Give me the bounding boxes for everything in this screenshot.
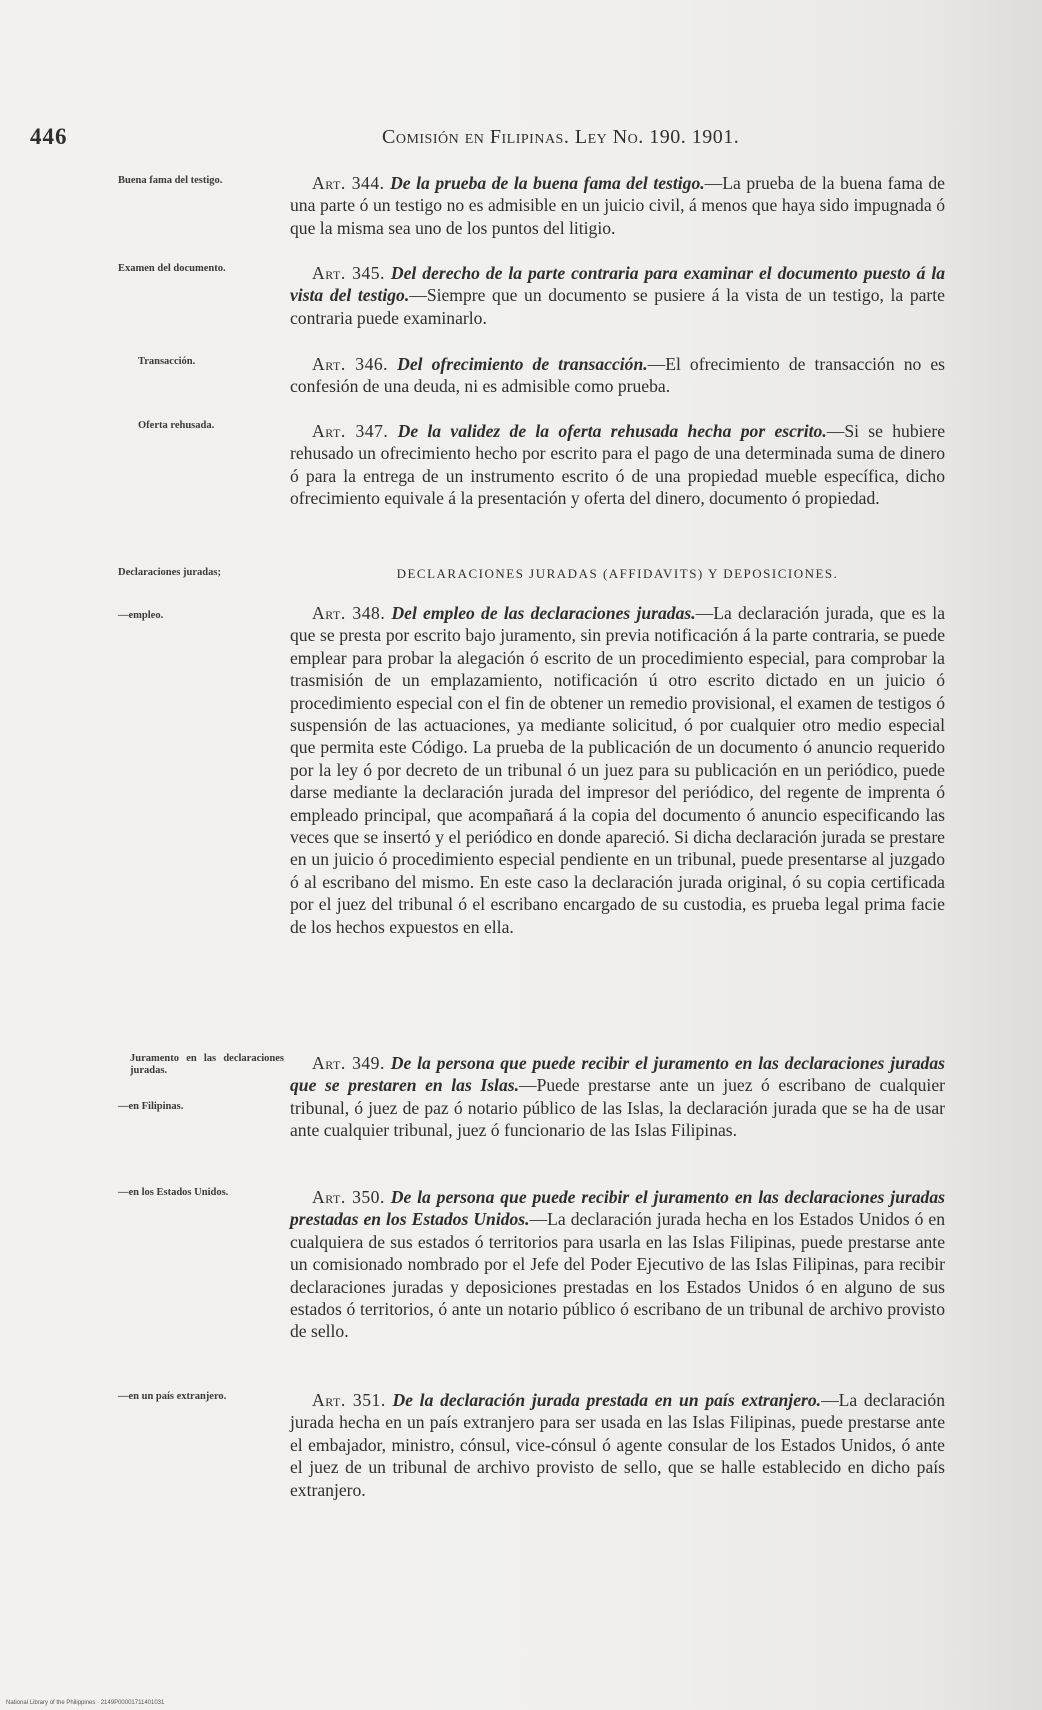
article-title: Del empleo de las declaraciones juradas. bbox=[391, 603, 696, 623]
article-text: —La declaración jurada hecha en un país extranjero para ser usada en las Islas Filipinas, puede prestarse ante el embajador, ministro, cónsul, vice-cónsul ó agente consular de los Estados Unidos, ó ante el juez de un tribunal de archivo provisto de sello, que se halle establecido en dicho país extranjero. bbox=[290, 1390, 945, 1500]
article-351 bbox=[290, 1389, 945, 1501]
article-number: Art. 351. bbox=[312, 1390, 386, 1410]
margin-note-transaccion: Transacción. bbox=[138, 356, 196, 367]
margin-note-filipinas: —en Filipinas. bbox=[118, 1101, 184, 1112]
margin-note-pais-extranjero: —en un país extranjero. bbox=[118, 1391, 227, 1402]
article-text: —Puede prestarse ante un juez ó escribano de cualquier tribunal, ó juez de paz ó notario público de las Islas, la declaración jurada que se ha de usar ante cualquier tribunal, juez ó funcionario de las Islas Filipinas. bbox=[290, 1075, 945, 1141]
article-title: De la persona que puede recibir el juramento en las declaraciones juradas que se prestaren en las Islas. bbox=[290, 1053, 945, 1096]
section-heading: DECLARACIONES JURADAS (AFFIDAVITS) Y DEPOSICIONES. bbox=[396, 566, 839, 581]
margin-note-declaraciones: Declaraciones juradas; bbox=[118, 567, 221, 578]
article-number: Art. 347. bbox=[312, 421, 389, 441]
margin-note-oferta: Oferta rehusada. bbox=[138, 420, 215, 431]
margin-note-buena-fama: Buena fama del testigo. bbox=[118, 175, 223, 186]
margin-note-juramento: Juramento en las declaraciones juradas. bbox=[130, 1053, 284, 1076]
article-number: Art. 346. bbox=[312, 354, 389, 374]
article-350 bbox=[290, 1186, 945, 1343]
running-head: Comisión en Filipinas. Ley No. 190. 1901. bbox=[382, 126, 740, 148]
article-345 bbox=[290, 262, 945, 329]
article-text: —El ofrecimiento de transacción no es confesión de una deuda, ni es admisible como prueba. bbox=[290, 354, 946, 397]
article-title: De la persona que puede recibir el juramento en las declaraciones juradas prestadas en los Estados Unidos. bbox=[290, 1187, 945, 1230]
article-title: De la declaración jurada prestada en un país extranjero. bbox=[392, 1390, 822, 1410]
article-text: —La declaración jurada hecha en los Estados Unidos ó en cualquiera de sus estados ó territorios para usarla en las Islas Filipinas, puede prestarse ante un comisionado nombrado por el Jefe del Poder Ejecutivo de las Islas Filipinas, para recibir declaraciones juradas y deposiciones prestadas en los Estados Unidos ó en alguno de sus estados ó territorios, ó ante un notario público ó escribano de un tribunal de archivo provisto de sello. bbox=[290, 1209, 945, 1342]
margin-note-empleo: —empleo. bbox=[118, 610, 164, 621]
page-number: 446 bbox=[30, 124, 68, 149]
margin-note-estados-unidos: —en los Estados Unidos. bbox=[118, 1187, 229, 1198]
article-title: Del ofrecimiento de transacción. bbox=[397, 354, 648, 374]
page-header bbox=[30, 124, 860, 150]
article-number: Art. 349. bbox=[312, 1053, 385, 1073]
article-346 bbox=[290, 353, 945, 398]
article-number: Art. 344. bbox=[312, 173, 385, 193]
footer-stamp: National Library of the Philippines · 2149P00001711401031 bbox=[6, 1700, 165, 1706]
article-number: Art. 345. bbox=[312, 263, 385, 283]
margin-note-examen: Examen del documento. bbox=[118, 263, 226, 274]
article-347 bbox=[290, 420, 945, 510]
article-title: De la validez de la oferta rehusada hecha por escrito. bbox=[397, 421, 827, 441]
article-title: Del derecho de la parte contraria para examinar el documento puesto á la vista del testigo. bbox=[290, 263, 946, 306]
article-text: —La declaración jurada, que es la que se presta por escrito bajo juramento, sin previa notificación á la parte contraria, se puede emplear para probar la alegación ó escrito de un procedimiento especial, para comprobar la trasmisión de un emplazamiento, notificación ú otro escrito dictado en un juicio ó procedimiento especial con el fin de obtener un remedio provisional, el examen de testigos ó suspensión de las actuaciones, ya mediante solicitud, ó por cualquier otro medio especial que permita este Código. La prueba de la publicación de un documento ó anuncio requerido por la ley ó por decreto de un tribunal ó un juez para su publicación en un periódico, puede darse mediante la declaración jurada del impresor del periódico, del regente de imprenta ó empleado principal, que acompañará á la copia del documento ó anuncio especificando las veces que se insertó y el periódico en donde apareció. Si dicha declaración jurada se prestare en un juicio ó procedimiento especial pendiente en un tribunal, puede presentarse al juzgado ó al escribano del mismo. En este caso la declaración jurada original, ó su copia certificada por el juez del tribunal ó el escribano encargado de su custodia, es prueba legal prima facie de los hechos expuestos en ella. bbox=[290, 603, 946, 937]
article-number: Art. 350. bbox=[312, 1187, 385, 1207]
article-number: Art. 348. bbox=[312, 603, 386, 623]
article-349 bbox=[290, 1052, 945, 1142]
article-348 bbox=[290, 602, 945, 938]
article-text: —Si se hubiere rehusado un ofrecimiento hecho por escrito para el pago de una determinada suma de dinero ó para la entrega de un instrumento escrito ó de una propiedad mueble específica, dicho ofrecimiento equivale á la presentación y oferta del dinero, documento ó propiedad. bbox=[290, 421, 946, 509]
article-title: De la prueba de la buena fama del testigo. bbox=[390, 173, 705, 193]
article-344 bbox=[290, 172, 945, 239]
article-text: —La prueba de la buena fama de una parte ó un testigo no es admisible en un juicio civil, á menos que haya sido impugnada ó que la misma sea uno de los puntos del litigio. bbox=[290, 173, 945, 238]
article-text: —Siempre que un documento se pusiere á la vista de un testigo, la parte contraria puede examinarlo. bbox=[290, 285, 945, 328]
